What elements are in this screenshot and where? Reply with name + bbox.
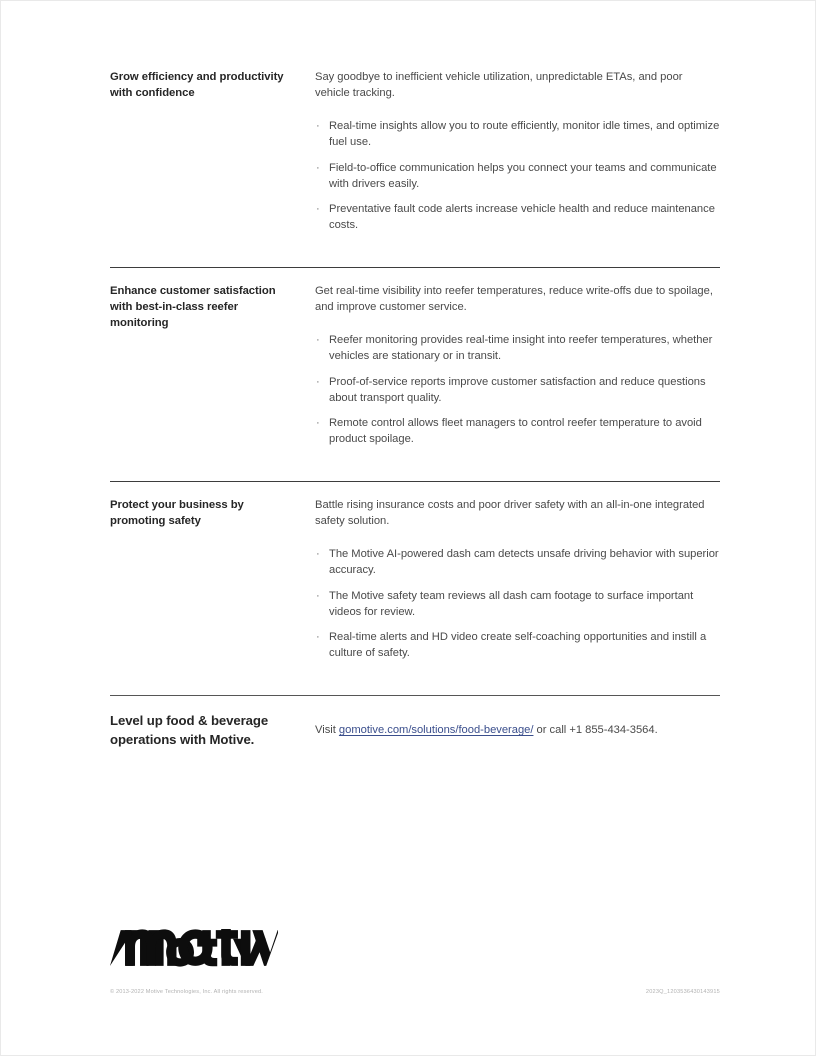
document-content [110,69,720,750]
cta-section [110,711,720,750]
cta-website-link[interactable]: gomotive.com/solutions/food-beverage/ [338,724,534,737]
section-lede: Battle rising insurance costs and poor driver safety with an all-in-one integrated safety solution. [315,499,705,528]
spacer [110,661,720,695]
list-item-text: Remote control allows fleet managers to control reefer temperature to avoid product spoilage. [329,416,702,445]
cta-body-column [315,711,720,750]
spacer [110,447,720,481]
cta-suffix: or call +1 855-434-3564. [533,724,658,737]
cta-heading-column [110,711,315,749]
list-item [315,629,720,661]
list-item-text: Field-to-office communication helps you connect your teams and communicate with drivers easily. [329,161,717,190]
bullet-dot-icon: · [316,161,320,174]
list-item [315,588,720,620]
bullet-dot-icon: · [316,416,320,429]
bullet-dot-icon: · [316,630,320,643]
document-id: 2023Q_1203536430143915 [645,989,720,995]
section-body-column [315,69,720,233]
footer-meta-row [110,989,720,996]
spacer [110,268,720,283]
section-heading: Protect your business by promoting safety [110,499,244,528]
section-bullet-list [315,546,720,661]
cta-heading: Level up food & beverage operations with Motive. [110,713,269,747]
section-lede: Get real-time visibility into reefer temperatures, reduce write-offs due to spoilage, and improve customer service. [315,285,713,314]
section-bullet-list [315,118,720,233]
feature-section-safety [110,497,720,661]
section-body-column [315,283,720,447]
feature-section-reefer [110,283,720,447]
section-lede: Say goodbye to inefficient vehicle utilization, unpredictable ETAs, and poor vehicle tracking. [315,71,683,100]
list-item-text: Real-time insights allow you to route efficiently, monitor idle times, and optimize fuel use. [329,120,720,149]
section-heading: Enhance customer satisfaction with best-in-class reefer monitoring [110,285,276,330]
list-item-text: Reefer monitoring provides real-time insight into reefer temperatures, whether vehicles are stationary or in transit. [329,334,713,363]
section-body-column [315,497,720,661]
bullet-dot-icon: · [316,202,320,215]
section-heading-column [110,497,315,529]
list-item [315,118,720,150]
list-item-text: The Motive AI-powered dash cam detects unsafe driving behavior with superior accuracy. [329,548,719,577]
list-item-text: The Motive safety team reviews all dash cam footage to surface important videos for review. [329,589,694,618]
list-item-text: Real-time alerts and HD video create self-coaching opportunities and instill a culture of safety. [329,630,707,659]
bullet-dot-icon: · [316,120,320,133]
section-bullet-list [315,332,720,447]
list-item [315,415,720,447]
section-heading: Grow efficiency and productivity with confidence [110,71,284,100]
page-footer [110,929,720,996]
list-item [315,332,720,364]
bullet-dot-icon: · [316,589,320,602]
copyright-text: © 2013-2022 Motive Technologies, Inc. All rights reserved. [110,989,263,995]
section-heading-column [110,69,315,101]
list-item [315,546,720,578]
list-item-text: Preventative fault code alerts increase vehicle health and reduce maintenance costs. [329,202,715,231]
spacer [110,233,720,267]
bullet-dot-icon: · [316,334,320,347]
cta-prefix: Visit [315,724,339,737]
list-item-text: Proof-of-service reports improve customer satisfaction and reduce questions about transport quality. [329,375,706,404]
spacer [110,696,720,711]
cta-text [315,722,720,738]
spacer [110,482,720,497]
bullet-dot-icon: · [316,375,320,388]
bullet-dot-icon: · [316,548,320,561]
list-item [315,201,720,233]
list-item [315,160,720,192]
section-heading-column [110,283,315,331]
feature-section-efficiency [110,69,720,233]
list-item [315,374,720,406]
